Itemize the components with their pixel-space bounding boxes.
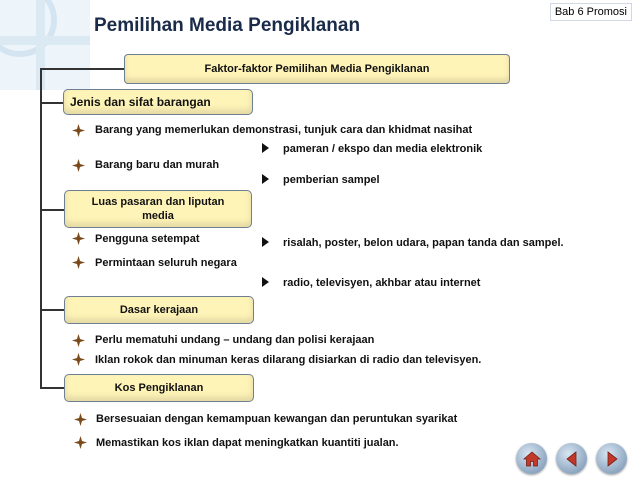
arrow-bullet-icon <box>262 277 269 287</box>
star-bullet-icon <box>72 353 85 366</box>
connector-line <box>40 309 64 311</box>
back-button[interactable] <box>556 443 587 474</box>
media-item <box>262 277 480 289</box>
star-bullet-icon <box>74 413 87 426</box>
media-item-label: pameran / ekspo dan media elektronik <box>283 143 483 155</box>
media-item-label: risalah, poster, belon udara, papan tanda dan sampel. <box>283 237 564 249</box>
bullet-item: Barang baru dan murah <box>95 159 220 171</box>
home-icon <box>522 449 542 469</box>
chapter-label: Bab 6 Promosi <box>550 3 632 21</box>
forward-icon <box>602 449 622 469</box>
page-title: Pemilihan Media Pengiklanan <box>94 15 361 36</box>
bullet-item: Iklan rokok dan minuman keras dilarang disiarkan di radio dan televisyen. <box>95 354 482 366</box>
connector-line <box>40 68 124 70</box>
media-item <box>262 174 380 186</box>
star-bullet-icon <box>72 334 85 347</box>
forward-button[interactable] <box>596 443 627 474</box>
star-bullet-icon <box>72 159 85 172</box>
bullet-item: Perlu mematuhi undang – undang dan polisi kerajaan <box>95 334 375 346</box>
factors-heading-box: Faktor-faktor Pemilihan Media Pengiklanan <box>124 54 510 84</box>
connector-line <box>40 387 64 389</box>
star-bullet-icon <box>72 124 85 137</box>
box-government-policy: Dasar kerajaan <box>64 296 254 324</box>
bullet-item: Pengguna setempat <box>95 233 200 245</box>
connector-line <box>40 102 64 104</box>
media-item-label: radio, televisyen, akhbar atau internet <box>283 277 481 289</box>
star-bullet-icon <box>72 232 85 245</box>
box-product-type: Jenis dan sifat barangan <box>63 89 253 115</box>
bullet-item: Barang yang memerlukan demonstrasi, tunjuk cara dan khidmat nasihat <box>95 124 473 136</box>
bullet-item: Permintaan seluruh negara <box>95 257 237 269</box>
arrow-bullet-icon <box>262 143 269 153</box>
star-bullet-icon <box>72 256 85 269</box>
home-button[interactable] <box>516 443 547 474</box>
star-bullet-icon <box>74 436 87 449</box>
media-item <box>262 143 482 155</box>
corner-decoration <box>0 0 90 90</box>
media-item <box>262 237 564 249</box>
media-item-label: pemberian sampel <box>283 174 380 186</box>
bullet-item: Memastikan kos iklan dapat meningkatkan kuantiti jualan. <box>96 437 399 449</box>
box-market-coverage: Luas pasaran dan liputan media <box>64 190 252 228</box>
arrow-bullet-icon <box>262 174 269 184</box>
arrow-bullet-icon <box>262 237 269 247</box>
connector-line <box>40 68 42 388</box>
back-icon <box>562 449 582 469</box>
connector-line <box>40 209 64 211</box>
box-advertising-cost: Kos Pengiklanan <box>64 374 254 402</box>
bullet-item: Bersesuaian dengan kemampuan kewangan dan peruntukan syarikat <box>96 413 458 425</box>
